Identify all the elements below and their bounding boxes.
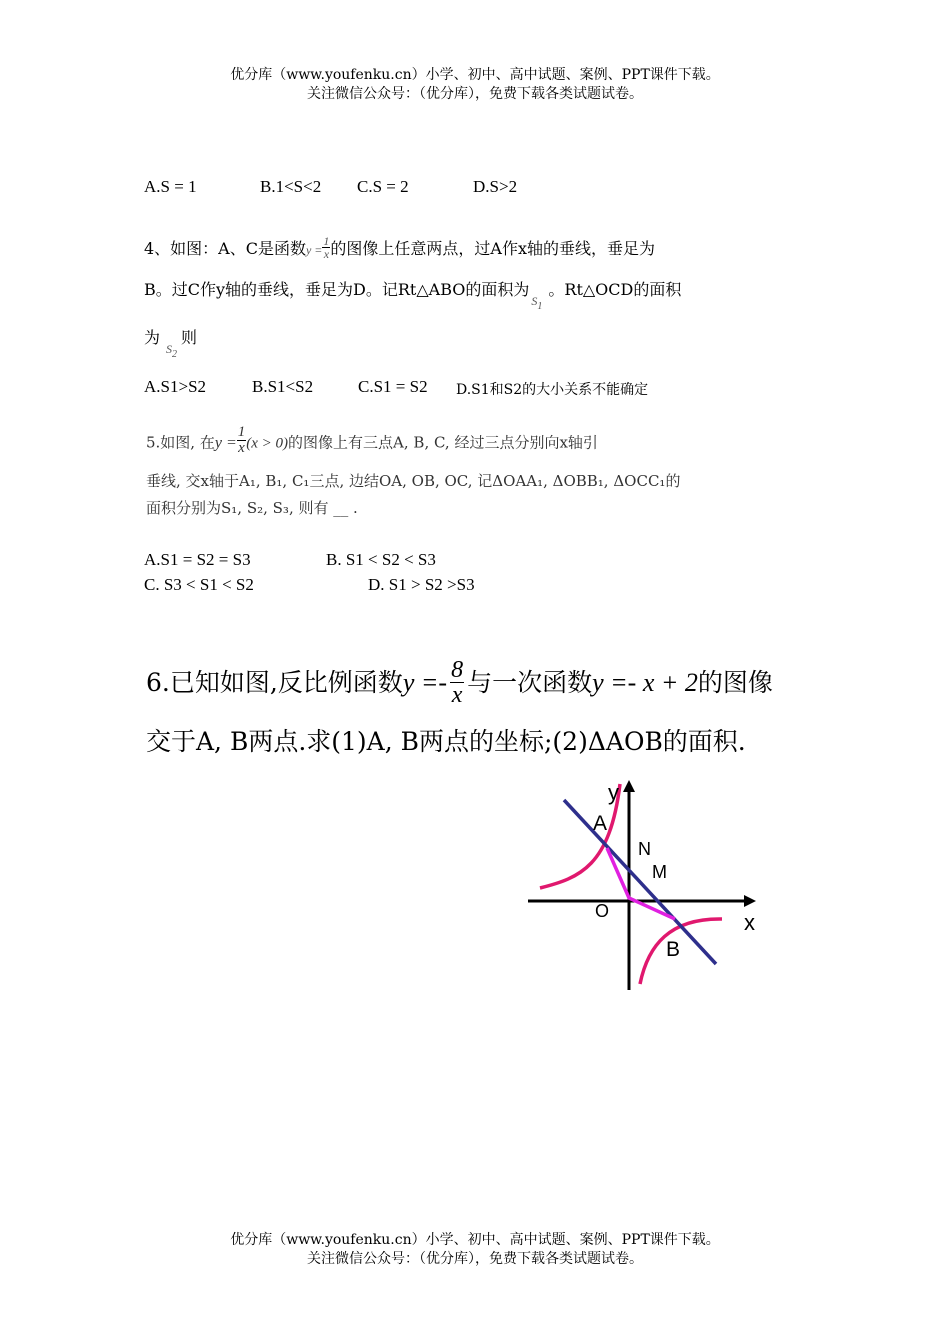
q4-line3-rest: 则	[181, 328, 198, 347]
q5-fraction	[237, 425, 247, 456]
q5-option-c: C. S3 < S1 < S2	[144, 575, 254, 594]
q5-l1-b: 的图像上有三点A, B, C, 经过三点分别向x轴引	[288, 433, 598, 452]
q4-option-a: A.S1>S2	[144, 377, 207, 396]
q5-line-2: 垂线, 交x轴于A₁, B₁, C₁三点, 边结OA, OB, OC, 记ΔOAA₁, ΔOBB₁, ΔOCC₁的	[146, 472, 681, 490]
header-line-1: 优分库（www.youfenku.cn）小学、初中、高中试题、案例、PPT课件下载。	[230, 67, 720, 83]
q4-option-c: C.S1 = S2	[358, 377, 428, 396]
linear-function-line	[564, 800, 716, 964]
graph-figure	[520, 770, 770, 1000]
label-a: A	[593, 812, 608, 835]
q6-line-1	[146, 657, 773, 709]
label-b: B	[666, 938, 681, 961]
q5-line-1	[146, 424, 598, 459]
q4-s1-label: S	[531, 294, 538, 308]
q6-l1-d: 的图像	[697, 668, 773, 697]
q4-frac-den: x	[323, 247, 330, 261]
q4-s2	[166, 342, 178, 360]
q4-line-1	[144, 236, 655, 262]
q4-s1-sub: 1	[537, 301, 543, 312]
footer-line-1: 优分库（www.youfenku.cn）小学、初中、高中试题、案例、PPT课件下载。	[230, 1232, 720, 1248]
label-y: y	[608, 780, 619, 805]
q5-option-d: D. S1 > S2 >S3	[368, 575, 475, 594]
label-n: N	[638, 839, 651, 859]
q6-l1-b: 与一次函数	[467, 668, 593, 697]
y-axis-arrow	[623, 780, 635, 792]
q6-frac-num: 8	[451, 657, 464, 683]
q5-option-b: B. S1 < S2 < S3	[326, 550, 436, 569]
q6-line-2: 交于A, B两点.求(1)A, B两点的坐标;(2)ΔAOB的面积.	[146, 727, 746, 756]
q6-frac-den: x	[451, 682, 463, 708]
q4-line-3	[144, 325, 198, 360]
q5-frac-den: x	[238, 440, 245, 456]
x-axis-arrow	[744, 895, 756, 907]
q4-s2-sub: 2	[172, 349, 178, 360]
header-line-2: 关注微信公众号：（优分库），免费下载各类试题试卷。	[307, 86, 643, 102]
q4-line2: B。过C作y轴的垂线，垂足为D。记Rt△ABO的面积为	[144, 280, 530, 299]
q4-line-2	[144, 277, 682, 312]
label-o: O	[595, 901, 610, 921]
q4-line3: 为	[144, 328, 161, 347]
q3-option-d: D.S>2	[473, 177, 518, 196]
q4-line1-rest: 的图像上任意两点，过A作x轴的垂线，垂足为	[330, 239, 656, 258]
q6-l1-a: 6.已知如图,反比例函数	[146, 668, 403, 697]
q4-s1	[531, 294, 543, 312]
q5-option-a: A.S1 = S2 = S3	[144, 550, 251, 569]
q3-option-c: C.S = 2	[357, 177, 409, 196]
q3-option-b: B.1<S<2	[260, 177, 322, 196]
footer-line-2: 关注微信公众号：（优分库），免费下载各类试题试卷。	[307, 1251, 643, 1267]
q5-l1-a: 5.如图, 在	[146, 433, 215, 452]
label-m: M	[652, 862, 667, 882]
q4-intro: 4、如图：A、C是函数	[144, 239, 306, 258]
q5-condition: (x > 0)	[246, 435, 289, 452]
q4-option-b: B.S1<S2	[252, 377, 314, 396]
q6-fraction	[450, 658, 464, 707]
label-x: x	[744, 910, 755, 935]
q4-frac-num: 1	[323, 234, 330, 248]
q5-line-3: 面积分别为S₁, S₂, S₃, 则有 __ .	[146, 499, 358, 517]
q4-line2-rest: 。Rt△OCD的面积	[548, 280, 682, 299]
q5-y-eq: y =	[214, 434, 237, 452]
q4-y-eq: y =	[305, 243, 323, 257]
q6-linear-eq: y =- x + 2	[592, 668, 698, 697]
q6-y-eq: y =-	[402, 668, 448, 697]
q4-fraction	[322, 235, 330, 260]
q5-frac-num: 1	[237, 424, 246, 440]
q3-option-a: A.S = 1	[144, 177, 197, 196]
q4-s2-label: S	[166, 342, 173, 356]
q4-option-d: D.S1和S2的大小关系不能确定	[456, 382, 649, 398]
